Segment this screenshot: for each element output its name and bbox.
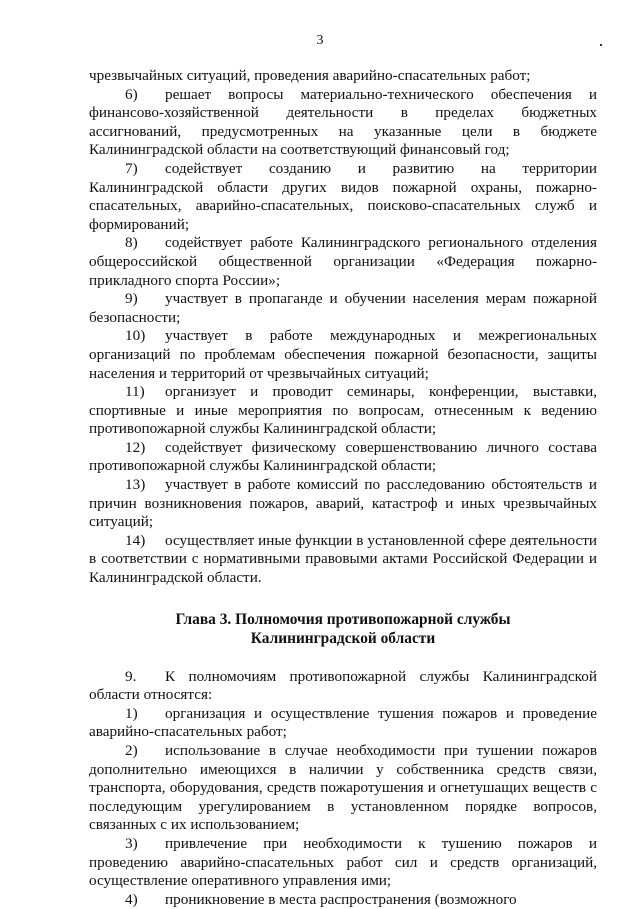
paragraph <box>89 439 597 476</box>
paragraph <box>89 476 597 532</box>
page-number: 3 <box>316 33 324 48</box>
paragraph <box>89 234 597 290</box>
paragraph-text: организация и осуществление тушения пожаров и проведение аварийно-спасательных работ; <box>89 704 597 741</box>
paragraph-text: содействует физическому совершенствованию личного состава противопожарной службы Калининградской области; <box>89 438 597 475</box>
paragraph <box>89 532 597 588</box>
paragraph-number: 13) <box>125 476 146 494</box>
paragraph-number: 10) <box>125 327 146 345</box>
paragraph <box>89 742 597 835</box>
paragraph-text: К полномочиям противопожарной службы Калининградской области относятся: <box>89 667 597 704</box>
paragraph <box>89 86 597 160</box>
paragraph-number: 11) <box>125 383 145 401</box>
paragraph-number: 9. <box>125 667 137 685</box>
paragraph-text: участвует в пропаганде и обучении населения мерам пожарной безопасности; <box>89 290 597 326</box>
paragraph-text: содействует созданию и развитию на территории Калининградской области других видов пожарной охраны, пожарно-спасательных, аварийно-спасательных, поисково-спасательных служб и формирований; <box>89 159 597 233</box>
paragraph-text: проникновение в места распространения (возможного <box>165 890 517 908</box>
paragraph-number: 2) <box>125 742 138 759</box>
paragraph <box>89 383 597 439</box>
paragraph-text: содействует работе Калининградского регионального отделения общероссийской общественной организации «Федерация пожарно-прикладного спорта России»; <box>89 234 597 289</box>
scan-speck <box>600 44 602 46</box>
powers-list <box>89 668 597 909</box>
paragraph-text: привлечение при необходимости к тушению пожаров и проведению аварийно-спасательных работ сил и средств организаций, осуществление оперативного управления ими; <box>89 834 597 890</box>
paragraph <box>89 891 597 909</box>
paragraph-text: организует и проводит семинары, конференции, выставки, спортивные и иные мероприятия по вопросам, отнесенным к ведению противопожарной службы Калининградской области; <box>89 383 597 438</box>
paragraph-text: осуществляет иные функции в установленной сфере деятельности в соответствии с нормативными правовыми актами Российской Федерации и Калининградской области. <box>89 531 597 587</box>
paragraph-number: 3) <box>125 834 138 852</box>
paragraph-text: решает вопросы материально-технического обеспечения и финансово-хозяйственной деятельности в пределах бюджетных ассигнований, предусмотренных на указанные цели в бюджете Калининградской области на соответствующий финансовый год; <box>89 85 597 159</box>
paragraph-number: 1) <box>125 704 138 722</box>
paragraph-number: 7) <box>125 159 138 177</box>
function-list <box>89 67 597 588</box>
paragraph-text: чрезвычайных ситуаций, проведения аварийно-спасательных работ; <box>89 67 531 84</box>
paragraph <box>89 290 597 327</box>
paragraph <box>89 160 597 234</box>
paragraph-number: 4) <box>125 890 138 908</box>
chapter-heading <box>89 610 597 648</box>
paragraph-number: 6) <box>125 85 138 103</box>
paragraph <box>89 705 597 742</box>
paragraph-number: 8) <box>125 234 138 252</box>
paragraph-number: 9) <box>125 290 138 308</box>
paragraph <box>89 668 597 705</box>
paragraph-text: использование в случае необходимости при тушении пожаров дополнительно имеющихся в наличии у собственника средств связи, транспорта, оборудования, средств пожаротушения и огнетушащих веществ с последующим урегулированием в установленном порядке вопросов, связанных с их использованием; <box>89 742 597 834</box>
paragraph-number: 12) <box>125 438 146 456</box>
paragraph <box>89 835 597 891</box>
paragraph-text: участвует в работе комиссий по расследованию обстоятельств и причин возникновения пожаров, аварий, катастроф и иных чрезвычайных ситуаций; <box>89 476 597 531</box>
paragraph-number: 14) <box>125 531 146 549</box>
chapter-heading-line-2: Калининградской области <box>250 629 436 647</box>
chapter-heading-line-1: Глава 3. Полномочия противопожарной службы <box>175 610 511 628</box>
paragraph <box>89 67 597 86</box>
paragraph <box>89 327 597 383</box>
document-body <box>89 67 597 909</box>
paragraph-text: участвует в работе международных и межрегиональных организаций по проблемам обеспечения пожарной безопасности, защиты населения и территорий от чрезвычайных ситуаций; <box>89 327 597 382</box>
